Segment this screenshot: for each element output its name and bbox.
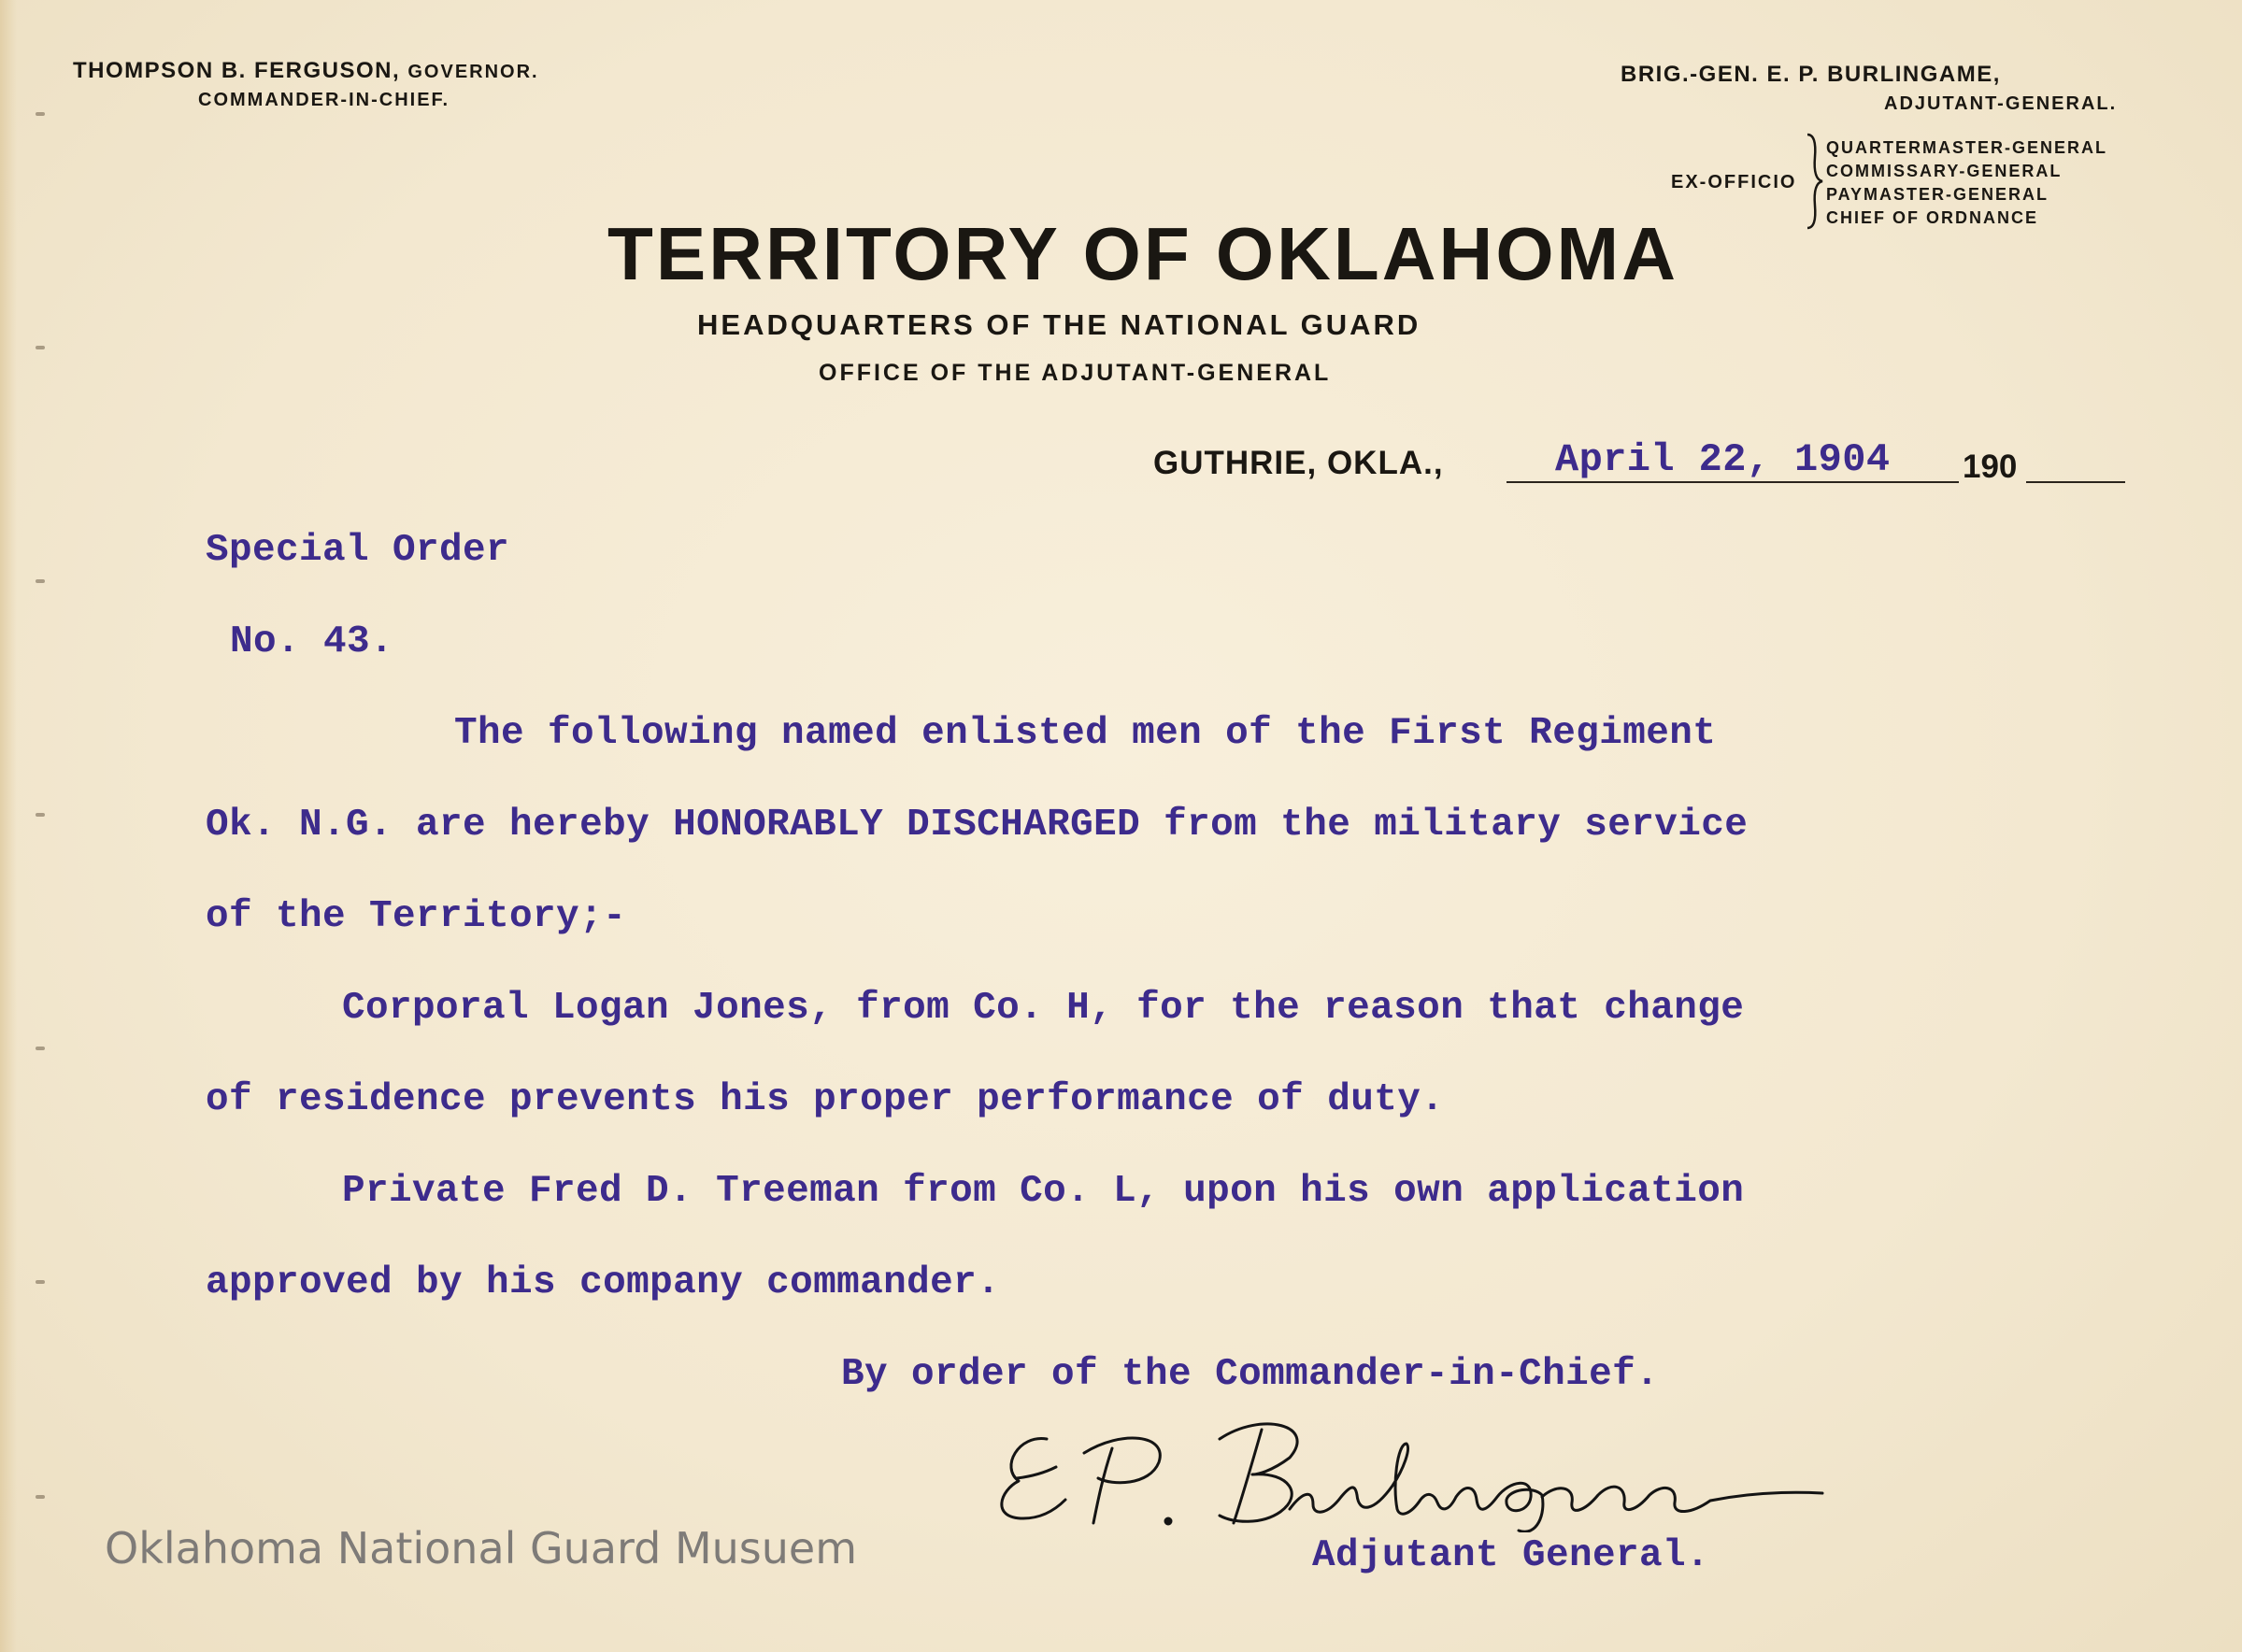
year-rule bbox=[2026, 481, 2125, 483]
ex-officio-role-2: COMMISSARY-GENERAL bbox=[1826, 162, 2063, 180]
paper-edge bbox=[0, 0, 17, 1652]
adjutant-role: ADJUTANT-GENERAL. bbox=[1884, 93, 2118, 114]
letterhead-place: GUTHRIE, OKLA., bbox=[1153, 445, 1444, 481]
order-line-6: Private Fred D. Treeman from Co. L, upon his own application bbox=[342, 1170, 1745, 1213]
binding-hole bbox=[36, 813, 45, 817]
order-number: No. 43. bbox=[230, 620, 394, 663]
signature bbox=[981, 1411, 1841, 1532]
ex-officio-label: EX-OFFICIO bbox=[1671, 172, 1797, 192]
letterhead-title: TERRITORY OF OKLAHOMA bbox=[607, 212, 1678, 295]
letterhead-subtitle: HEADQUARTERS OF THE NATIONAL GUARD bbox=[697, 308, 1421, 341]
letterhead-office: OFFICE OF THE ADJUTANT-GENERAL bbox=[819, 360, 1332, 386]
order-line-3: of the Territory;- bbox=[206, 895, 627, 938]
order-line-1: The following named enlisted men of the First Regiment bbox=[454, 712, 1717, 755]
order-date: April 22, 1904 bbox=[1555, 437, 1891, 482]
governor-role: COMMANDER-IN-CHIEF. bbox=[198, 90, 450, 110]
governor-title-suffix: GOVERNOR. bbox=[407, 62, 539, 82]
binding-hole bbox=[36, 579, 45, 583]
ex-officio-role-1: QUARTERMASTER-GENERAL bbox=[1826, 138, 2107, 157]
museum-watermark: Oklahoma National Guard Musuem bbox=[105, 1523, 858, 1574]
letterhead-year-prefix: 190 bbox=[1963, 449, 2018, 485]
order-heading: Special Order bbox=[206, 529, 510, 572]
binding-hole bbox=[36, 1495, 45, 1499]
order-line-7: approved by his company commander. bbox=[206, 1261, 1001, 1304]
order-line-5: of residence prevents his proper performance of duty. bbox=[206, 1078, 1445, 1121]
ex-officio-brace bbox=[1804, 133, 1826, 230]
signer-title: Adjutant General. bbox=[1312, 1534, 1710, 1577]
governor-name: THOMPSON B. FERGUSON, bbox=[73, 58, 401, 83]
order-closing: By order of the Commander-in-Chief. bbox=[841, 1353, 1660, 1396]
adjutant-name: BRIG.-GEN. E. P. BURLINGAME, bbox=[1621, 62, 2001, 87]
ex-officio-role-4: CHIEF OF ORDNANCE bbox=[1826, 208, 2038, 227]
binding-hole bbox=[36, 346, 45, 349]
ex-officio-role-3: PAYMASTER-GENERAL bbox=[1826, 185, 2049, 204]
governor-line bbox=[73, 58, 539, 84]
binding-hole bbox=[36, 1280, 45, 1284]
binding-hole bbox=[36, 112, 45, 116]
order-line-2: Ok. N.G. are hereby HONORABLY DISCHARGED from the military service bbox=[206, 804, 1749, 847]
order-line-4: Corporal Logan Jones, from Co. H, for the reason that change bbox=[342, 987, 1745, 1030]
binding-hole bbox=[36, 1047, 45, 1050]
